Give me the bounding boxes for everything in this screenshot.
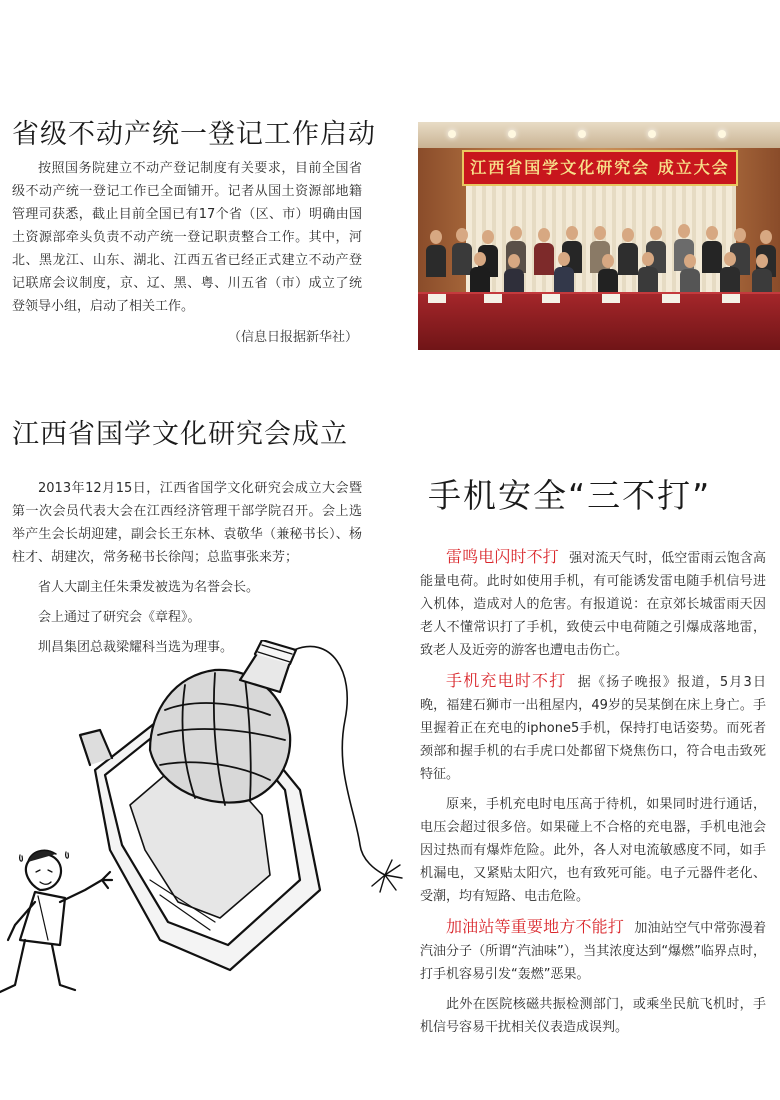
article2-paragraph: 省人大副主任朱秉发被选为名誉会长。 xyxy=(38,580,260,595)
article3-section-text: 据《扬子晚报》报道，5月3日晚，福建石狮市一出租屋内，49岁的吴某倒在床上身亡。手里握着正在充电的iphone5手机，保持打电话姿势。而死者颈部和握手机的右手虎口处都留下烧焦伤口，符合电击致死特征。 xyxy=(420,675,766,782)
article3-section xyxy=(420,993,766,1039)
article1-title: 省级不动产统一登记工作启动 xyxy=(12,119,376,150)
article2-paragraph: 圳昌集团总裁梁耀科当选为理事。 xyxy=(38,640,234,655)
photo-person xyxy=(534,228,554,275)
article1-body-block xyxy=(12,157,362,349)
photo-nameplate xyxy=(722,294,740,303)
article3-section xyxy=(420,669,766,786)
article3-section xyxy=(420,545,766,662)
exploding-phone-illustration xyxy=(0,640,415,1010)
photo-nameplate xyxy=(428,294,446,303)
article2-title: 江西省国学文化研究会成立 xyxy=(12,419,348,450)
conference-photo xyxy=(418,122,780,350)
article2-body-block xyxy=(12,477,362,659)
article3-section-text: 此外在医院核磁共振检测部门，或乘坐民航飞机时，手机信号容易干扰相关仪表造成误判。 xyxy=(420,997,766,1035)
photo-nameplate xyxy=(484,294,502,303)
photo-nameplate xyxy=(602,294,620,303)
photo-person xyxy=(618,228,638,275)
article3-section-heading: 手机充电时不打 xyxy=(446,671,567,690)
article3-title: 手机安全“三不打” xyxy=(428,476,712,515)
article3-section-text: 加油站空气中常弥漫着汽油分子（所谓“汽油味”），当其浓度达到“爆燃”临界点时，打手机容易引发“轰燃”恶果。 xyxy=(420,921,766,982)
photo-person xyxy=(426,230,446,277)
article3-section-heading: 雷鸣电闪时不打 xyxy=(446,547,559,566)
article1-body: 按照国务院建立不动产登记制度有关要求，目前全国省级不动产统一登记工作已全面铺开。记者从国土资源部地籍管理司获悉，截止目前全国已有17个省（区、市）明确由国土资源部牵头负责不动产统一登记职责整合工作。其中，河北、黑龙江、山东、湖北、江西五省已经正式建立不动产登记联席会议制度，京、辽、黑、粤、川五省（市）成立了统登领导小组，启动了相关工作。 xyxy=(12,161,362,314)
article3-section-text: 强对流天气时，低空雷雨云饱含高能量电荷。此时如使用手机，有可能诱发雷电随手机信号进入机体，造成对人的危害。有报道说：在京郊长城雷雨天因老人不懂常识打了手机，致使云中电荷随之引爆成落地雷，致老人及近旁的游客也遭电击伤亡。 xyxy=(420,551,766,658)
article3-section-text: 原来，手机充电时电压高于待机，如果同时进行通话，电压会超过很多倍。如果碰上不合格的充电器，手机电池会因过热而有爆炸危险。此外，各人对电流敏感度不同，如手机漏电，又紧贴太阳穴，也有致死可能。电子元器件老化、受潮，均有短路、电击危险。 xyxy=(420,797,766,904)
article3-section xyxy=(420,793,766,908)
photo-person xyxy=(702,226,722,273)
photo-nameplate xyxy=(542,294,560,303)
article2-paragraph: 2013年12月15日，江西省国学文化研究会成立大会暨第一次会员代表大会在江西经济管理干部学院召开。会上选举产生会长胡迎建，副会长王东林、袁敬华（兼秘书长）、杨柱才、胡建次，常务秘书长徐闯；总监事张来芳； xyxy=(12,481,362,565)
article2-paragraph: 会上通过了研究会《章程》。 xyxy=(38,610,201,625)
article1-source: （信息日报据新华社） xyxy=(227,330,358,345)
article3-section-heading: 加油站等重要地方不能打 xyxy=(446,917,625,936)
article3-body-block xyxy=(420,545,766,1039)
photo-ceiling xyxy=(418,122,780,148)
photo-nameplate xyxy=(662,294,680,303)
photo-person xyxy=(452,228,472,275)
article3-section xyxy=(420,915,766,986)
photo-banner: 江西省国学文化研究会 成立大会 xyxy=(462,150,738,186)
